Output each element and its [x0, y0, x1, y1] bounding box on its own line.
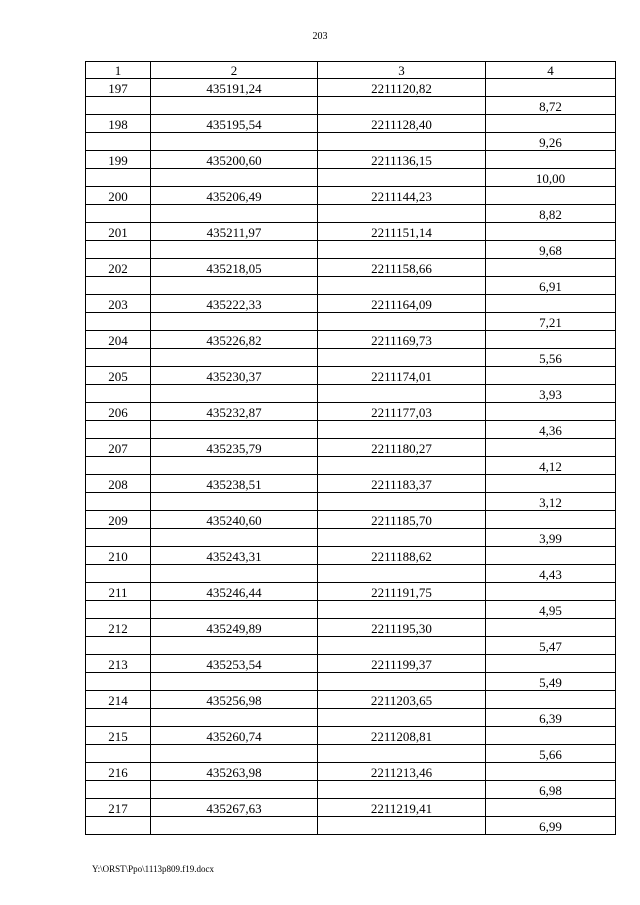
empty-cell [151, 709, 318, 727]
table-row [86, 781, 616, 799]
table-row [86, 637, 616, 655]
empty-cell [318, 529, 486, 547]
empty-cell [318, 385, 486, 403]
table-row [86, 277, 616, 295]
x-coordinate-cell: 435263,98 [151, 763, 318, 781]
empty-cell [151, 169, 318, 187]
empty-cell [318, 565, 486, 583]
empty-cell [486, 403, 616, 421]
y-coordinate-cell: 2211144,23 [318, 187, 486, 205]
empty-cell [486, 763, 616, 781]
empty-cell [86, 817, 151, 835]
y-coordinate-cell: 2211177,03 [318, 403, 486, 421]
point-number-cell: 201 [86, 223, 151, 241]
point-number-cell: 210 [86, 547, 151, 565]
table-row [86, 367, 616, 385]
column-header: 4 [486, 62, 616, 79]
empty-cell [151, 277, 318, 295]
empty-cell [486, 295, 616, 313]
distance-cell: 9,68 [486, 241, 616, 259]
empty-cell [86, 169, 151, 187]
y-coordinate-cell: 2211203,65 [318, 691, 486, 709]
table-row [86, 169, 616, 187]
table-header-row [86, 62, 616, 79]
point-number-cell: 216 [86, 763, 151, 781]
distance-cell: 3,93 [486, 385, 616, 403]
empty-cell [151, 493, 318, 511]
point-number-cell: 198 [86, 115, 151, 133]
empty-cell [486, 115, 616, 133]
empty-cell [486, 619, 616, 637]
empty-cell [86, 385, 151, 403]
empty-cell [486, 511, 616, 529]
empty-cell [486, 79, 616, 97]
empty-cell [86, 205, 151, 223]
empty-cell [86, 349, 151, 367]
table-row [86, 673, 616, 691]
column-header: 3 [318, 62, 486, 79]
distance-cell: 6,99 [486, 817, 616, 835]
table-row [86, 709, 616, 727]
empty-cell [151, 565, 318, 583]
empty-cell [318, 133, 486, 151]
empty-cell [151, 385, 318, 403]
x-coordinate-cell: 435260,74 [151, 727, 318, 745]
empty-cell [318, 709, 486, 727]
x-coordinate-cell: 435206,49 [151, 187, 318, 205]
empty-cell [86, 313, 151, 331]
point-number-cell: 197 [86, 79, 151, 97]
empty-cell [151, 313, 318, 331]
empty-cell [86, 601, 151, 619]
empty-cell [486, 583, 616, 601]
y-coordinate-cell: 2211120,82 [318, 79, 486, 97]
point-number-cell: 202 [86, 259, 151, 277]
x-coordinate-cell: 435211,97 [151, 223, 318, 241]
distance-cell: 4,95 [486, 601, 616, 619]
y-coordinate-cell: 2211174,01 [318, 367, 486, 385]
table-row [86, 115, 616, 133]
empty-cell [486, 475, 616, 493]
y-coordinate-cell: 2211128,40 [318, 115, 486, 133]
y-coordinate-cell: 2211188,62 [318, 547, 486, 565]
y-coordinate-cell: 2211191,75 [318, 583, 486, 601]
table-row [86, 313, 616, 331]
point-number-cell: 205 [86, 367, 151, 385]
table-row [86, 565, 616, 583]
empty-cell [86, 781, 151, 799]
distance-cell: 10,00 [486, 169, 616, 187]
empty-cell [86, 673, 151, 691]
x-coordinate-cell: 435222,33 [151, 295, 318, 313]
table-row [86, 223, 616, 241]
point-number-cell: 206 [86, 403, 151, 421]
empty-cell [151, 349, 318, 367]
table-row [86, 529, 616, 547]
distance-cell: 6,39 [486, 709, 616, 727]
distance-cell: 8,82 [486, 205, 616, 223]
empty-cell [486, 655, 616, 673]
x-coordinate-cell: 435240,60 [151, 511, 318, 529]
x-coordinate-cell: 435249,89 [151, 619, 318, 637]
table-row [86, 655, 616, 673]
empty-cell [86, 493, 151, 511]
point-number-cell: 199 [86, 151, 151, 169]
x-coordinate-cell: 435246,44 [151, 583, 318, 601]
point-number-cell: 212 [86, 619, 151, 637]
table-row [86, 799, 616, 817]
y-coordinate-cell: 2211213,46 [318, 763, 486, 781]
y-coordinate-cell: 2211208,81 [318, 727, 486, 745]
empty-cell [318, 457, 486, 475]
y-coordinate-cell: 2211199,37 [318, 655, 486, 673]
empty-cell [318, 421, 486, 439]
point-number-cell: 204 [86, 331, 151, 349]
empty-cell [318, 817, 486, 835]
table-row [86, 205, 616, 223]
x-coordinate-cell: 435235,79 [151, 439, 318, 457]
empty-cell [151, 745, 318, 763]
table-row [86, 349, 616, 367]
column-header: 1 [86, 62, 151, 79]
x-coordinate-cell: 435226,82 [151, 331, 318, 349]
table-row [86, 331, 616, 349]
y-coordinate-cell: 2211195,30 [318, 619, 486, 637]
column-header: 2 [151, 62, 318, 79]
empty-cell [86, 97, 151, 115]
x-coordinate-cell: 435243,31 [151, 547, 318, 565]
empty-cell [318, 781, 486, 799]
page-number: 203 [312, 31, 328, 42]
empty-cell [86, 529, 151, 547]
table-row [86, 133, 616, 151]
point-number-cell: 203 [86, 295, 151, 313]
empty-cell [486, 799, 616, 817]
table-row [86, 691, 616, 709]
table-row [86, 403, 616, 421]
y-coordinate-cell: 2211183,37 [318, 475, 486, 493]
y-coordinate-cell: 2211169,73 [318, 331, 486, 349]
empty-cell [318, 205, 486, 223]
table-row [86, 97, 616, 115]
table-body [86, 79, 616, 835]
empty-cell [318, 601, 486, 619]
empty-cell [151, 97, 318, 115]
table-row [86, 763, 616, 781]
empty-cell [318, 637, 486, 655]
table-row [86, 619, 616, 637]
x-coordinate-cell: 435191,24 [151, 79, 318, 97]
empty-cell [151, 673, 318, 691]
empty-cell [318, 745, 486, 763]
table-row [86, 583, 616, 601]
file-path-footer: Y:\ORST\Ppo\1113p809.f19.docx [92, 864, 215, 874]
empty-cell [486, 151, 616, 169]
distance-cell: 4,36 [486, 421, 616, 439]
empty-cell [486, 223, 616, 241]
y-coordinate-cell: 2211164,09 [318, 295, 486, 313]
empty-cell [318, 241, 486, 259]
distance-cell: 3,99 [486, 529, 616, 547]
table-row [86, 511, 616, 529]
empty-cell [318, 169, 486, 187]
empty-cell [151, 781, 318, 799]
distance-cell: 9,26 [486, 133, 616, 151]
empty-cell [486, 691, 616, 709]
empty-cell [486, 259, 616, 277]
table-row [86, 493, 616, 511]
y-coordinate-cell: 2211219,41 [318, 799, 486, 817]
point-number-cell: 209 [86, 511, 151, 529]
table-row [86, 817, 616, 835]
table-row [86, 457, 616, 475]
empty-cell [151, 529, 318, 547]
empty-cell [86, 637, 151, 655]
y-coordinate-cell: 2211136,15 [318, 151, 486, 169]
empty-cell [151, 601, 318, 619]
empty-cell [151, 133, 318, 151]
empty-cell [151, 205, 318, 223]
empty-cell [151, 817, 318, 835]
empty-cell [86, 457, 151, 475]
x-coordinate-cell: 435200,60 [151, 151, 318, 169]
y-coordinate-cell: 2211185,70 [318, 511, 486, 529]
distance-cell: 4,12 [486, 457, 616, 475]
empty-cell [486, 187, 616, 205]
distance-cell: 3,12 [486, 493, 616, 511]
distance-cell: 5,49 [486, 673, 616, 691]
distance-cell: 6,91 [486, 277, 616, 295]
empty-cell [86, 133, 151, 151]
point-number-cell: 214 [86, 691, 151, 709]
table-row [86, 421, 616, 439]
table-row [86, 439, 616, 457]
empty-cell [486, 331, 616, 349]
point-number-cell: 215 [86, 727, 151, 745]
table-row [86, 385, 616, 403]
empty-cell [486, 367, 616, 385]
empty-cell [318, 673, 486, 691]
x-coordinate-cell: 435267,63 [151, 799, 318, 817]
x-coordinate-cell: 435232,87 [151, 403, 318, 421]
x-coordinate-cell: 435195,54 [151, 115, 318, 133]
empty-cell [151, 637, 318, 655]
empty-cell [318, 349, 486, 367]
y-coordinate-cell: 2211158,66 [318, 259, 486, 277]
empty-cell [486, 547, 616, 565]
distance-cell: 6,98 [486, 781, 616, 799]
table-row [86, 259, 616, 277]
empty-cell [318, 493, 486, 511]
y-coordinate-cell: 2211180,27 [318, 439, 486, 457]
empty-cell [318, 313, 486, 331]
point-number-cell: 211 [86, 583, 151, 601]
point-number-cell: 217 [86, 799, 151, 817]
x-coordinate-cell: 435238,51 [151, 475, 318, 493]
distance-cell: 5,47 [486, 637, 616, 655]
table-row [86, 745, 616, 763]
x-coordinate-cell: 435256,98 [151, 691, 318, 709]
distance-cell: 4,43 [486, 565, 616, 583]
empty-cell [486, 439, 616, 457]
distance-cell: 8,72 [486, 97, 616, 115]
table-row [86, 187, 616, 205]
table-row [86, 295, 616, 313]
table-row [86, 475, 616, 493]
distance-cell: 5,56 [486, 349, 616, 367]
x-coordinate-cell: 435218,05 [151, 259, 318, 277]
point-number-cell: 213 [86, 655, 151, 673]
empty-cell [86, 745, 151, 763]
x-coordinate-cell: 435253,54 [151, 655, 318, 673]
empty-cell [151, 241, 318, 259]
distance-cell: 5,66 [486, 745, 616, 763]
point-number-cell: 207 [86, 439, 151, 457]
table-row [86, 151, 616, 169]
table-row [86, 241, 616, 259]
empty-cell [486, 727, 616, 745]
empty-cell [86, 277, 151, 295]
empty-cell [318, 97, 486, 115]
empty-cell [86, 565, 151, 583]
table-row [86, 601, 616, 619]
distance-cell: 7,21 [486, 313, 616, 331]
y-coordinate-cell: 2211151,14 [318, 223, 486, 241]
empty-cell [151, 457, 318, 475]
empty-cell [86, 241, 151, 259]
empty-cell [86, 709, 151, 727]
point-number-cell: 208 [86, 475, 151, 493]
coordinates-table [85, 61, 616, 835]
x-coordinate-cell: 435230,37 [151, 367, 318, 385]
empty-cell [318, 277, 486, 295]
table-row [86, 547, 616, 565]
empty-cell [151, 421, 318, 439]
empty-cell [86, 421, 151, 439]
point-number-cell: 200 [86, 187, 151, 205]
table-row [86, 727, 616, 745]
table-row [86, 79, 616, 97]
